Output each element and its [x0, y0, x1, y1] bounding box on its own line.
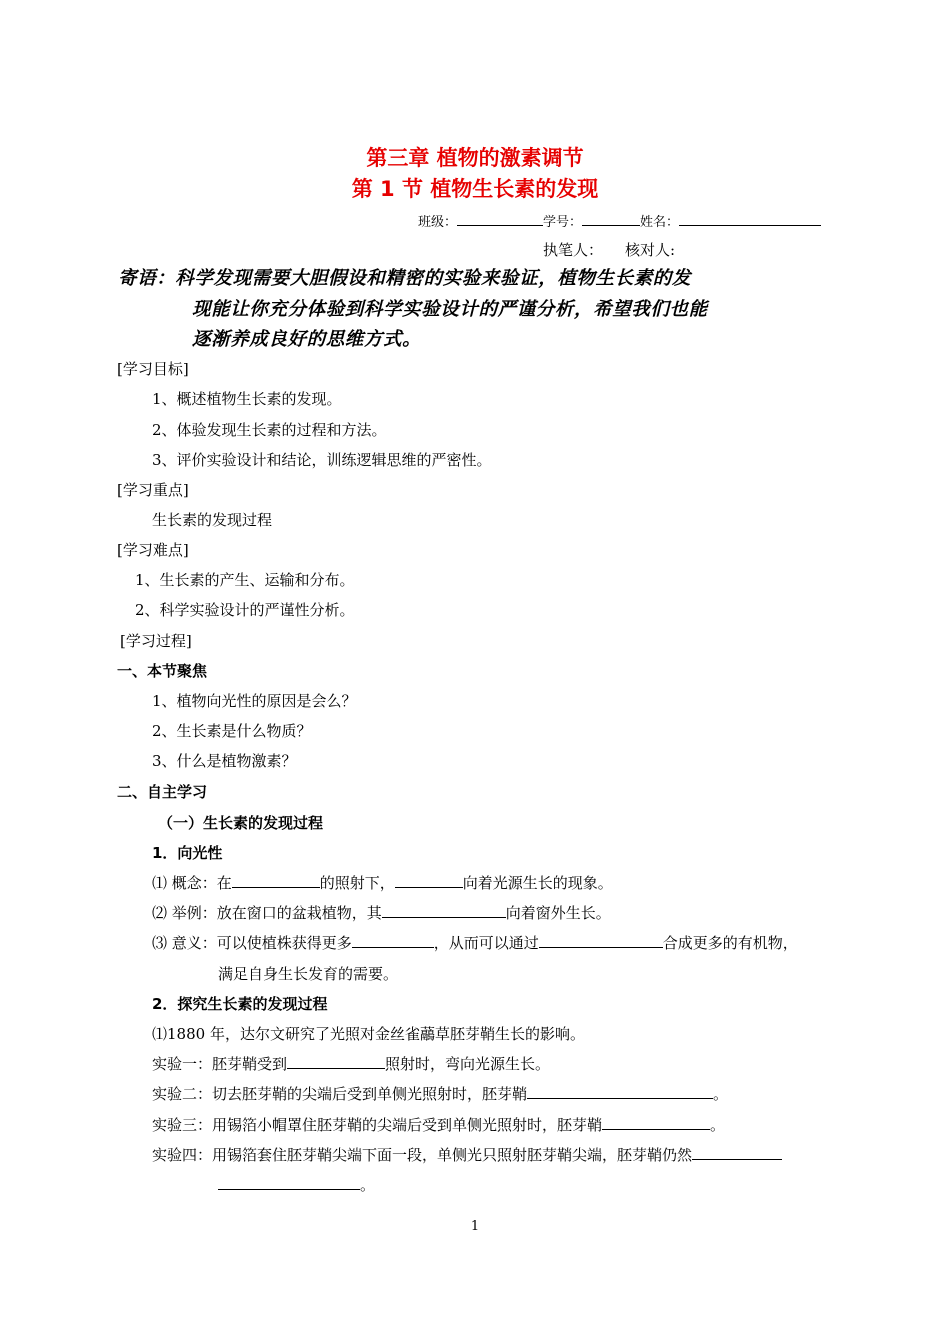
focus-item: 2、生长素是什么物质？: [152, 722, 312, 740]
key-points-heading: [学习重点]: [117, 481, 189, 499]
difficulty-item: 1、生长素的产生、运输和分布。: [135, 571, 355, 589]
exp2-blank: [527, 1084, 713, 1099]
example-line: ⑵ 举例：放在窗口的盆栽植物，其 向着窗外生长。: [152, 904, 611, 922]
checker-label: 核对人:: [625, 241, 676, 259]
goal-item: 3、评价实验设计和结论，训练逻辑思维的严密性。: [152, 451, 492, 469]
meaning-line: ⑶ 意义：可以使植株获得更多 ，从而可以通过 合成更多的有机物，: [152, 934, 798, 952]
meaning-blank-1: [352, 933, 434, 948]
concept-blank-2: [395, 873, 463, 888]
self-study-heading: 二、自主学习: [117, 783, 208, 801]
experiment-3: 实验三：用锡箔小帽罩住胚芽鞘的尖端后受到单侧光照射时，胚芽鞘 。: [152, 1116, 726, 1134]
writer-label: 执笔人：: [543, 241, 604, 259]
concept-line: ⑴ 概念：在 的照射下， 向着光源生长的现象。: [152, 874, 613, 892]
goal-item: 1、概述植物生长素的发现。: [152, 390, 342, 408]
motto-line-2: 现能让你充分体验到科学实验设计的严谨分析，希望我们也能: [192, 299, 708, 320]
phototropism-heading: 1．向光性: [152, 844, 223, 862]
section-title: 第 1 节 植物生长素的发现: [351, 177, 599, 201]
name-label: 姓名：: [640, 215, 680, 230]
motto-line-3: 逐渐养成良好的思维方式。: [192, 329, 422, 350]
focus-item: 3、什么是植物激素？: [152, 752, 297, 770]
process-heading: [学习过程]: [120, 632, 192, 650]
goal-item: 2、体验发现生长素的过程和方法。: [152, 421, 387, 439]
concept-blank-1: [232, 873, 320, 888]
student-no-blank: [582, 211, 640, 226]
goals-heading: [学习目标]: [117, 360, 189, 378]
difficulty-item: 2、科学实验设计的严谨性分析。: [135, 601, 355, 619]
exp4-blank-1: [692, 1145, 782, 1160]
example-blank: [382, 903, 506, 918]
discovery-intro: ⑴1880 年，达尔文研究了光照对金丝雀虉草胚芽鞘生长的影响。: [152, 1025, 585, 1043]
experiment-4: 实验四：用锡箔套住胚芽鞘尖端下面一段，单侧光只照射胚芽鞘尖端，胚芽鞘仍然: [152, 1145, 782, 1165]
experiment-1: 实验一：胚芽鞘受到 照射时，弯向光源生长。: [152, 1055, 551, 1073]
focus-item: 1、植物向光性的原因是会么？: [152, 692, 357, 710]
class-label: 班级：: [418, 215, 458, 230]
experiment-2: 实验二：切去胚芽鞘的尖端后受到单侧光照射时，胚芽鞘 。: [152, 1085, 729, 1103]
student-info-line: [418, 211, 821, 233]
motto-line-1: 寄语：科学发现需要大胆假设和精密的实验来验证，植物生长素的发: [118, 268, 692, 289]
difficulties-heading: [学习难点]: [117, 541, 189, 559]
meaning-blank-2: [539, 933, 663, 948]
exp1-blank: [287, 1054, 385, 1069]
page-number: 1: [470, 1219, 480, 1234]
exp4-blank-2: [218, 1175, 360, 1190]
focus-heading: 一、本节聚焦: [117, 662, 208, 680]
chapter-title: 第三章 植物的激素调节: [366, 146, 584, 170]
experiment-4-cont: 。: [218, 1175, 375, 1195]
key-points-text: 生长素的发现过程: [152, 511, 273, 529]
name-blank: [679, 211, 821, 226]
author-line: [543, 240, 675, 260]
exp3-blank: [602, 1115, 710, 1130]
meaning-line-2: 满足自身生长发育的需要。: [218, 965, 399, 983]
class-blank: [457, 211, 543, 226]
student-no-label: 学号：: [543, 215, 583, 230]
sub-heading: （一）生长素的发现过程: [158, 814, 324, 832]
discovery-heading: 2．探究生长素的发现过程: [152, 995, 328, 1013]
